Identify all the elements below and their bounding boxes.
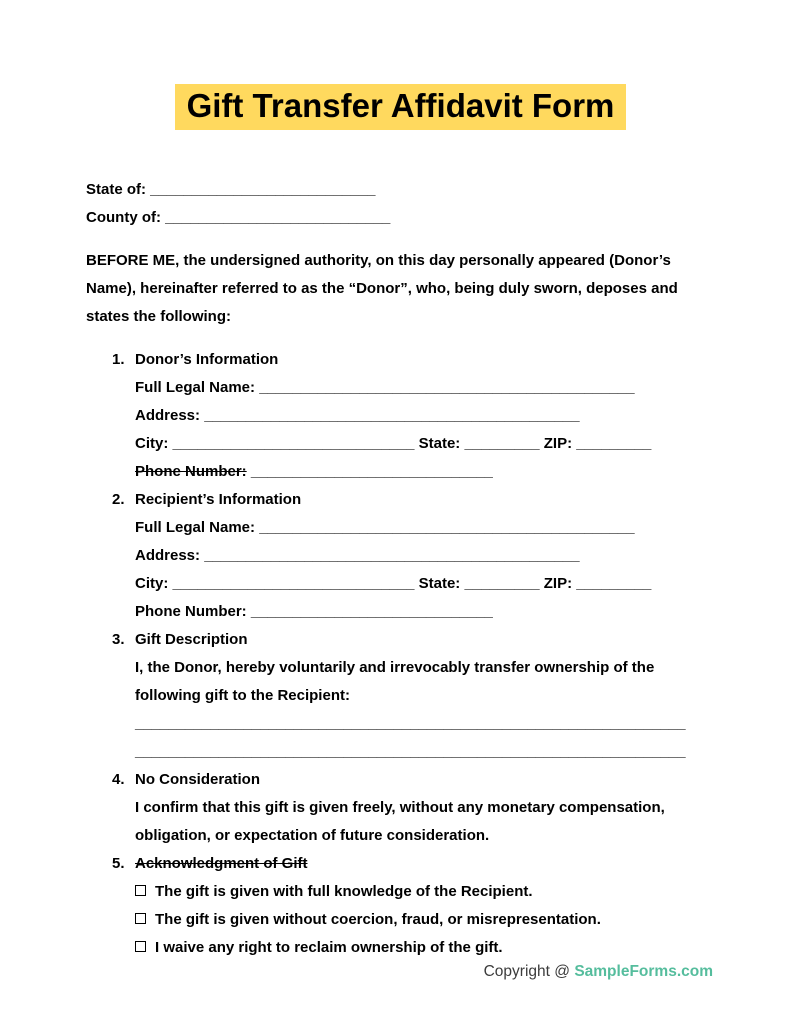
title-row [86, 0, 715, 130]
checklist-item-label: The gift is given without coercion, fraud, or misrepresentation. [155, 911, 601, 928]
section-number: 3. [112, 631, 125, 648]
state-blank: _________ [464, 435, 540, 452]
brand-link[interactable]: SampleForms.com [574, 963, 713, 980]
section-heading-row [112, 486, 715, 514]
city-label: City: [135, 575, 169, 592]
header-fields [86, 176, 715, 232]
donor-address-line [135, 402, 715, 430]
section-recipient-information [112, 486, 715, 626]
no-consideration-text: I confirm that this gift is given freely, without any monetary compensation, obligation, or expectation of future consideration. [135, 799, 665, 844]
section-heading: Donor’s Information [135, 351, 279, 368]
section-body [112, 794, 715, 850]
full-legal-name-blank: _____________________________________________ [259, 519, 635, 536]
section-heading: Recipient’s Information [135, 491, 302, 508]
section-heading: Gift Description [135, 631, 248, 648]
checklist-item-label: I waive any right to reclaim ownership of the gift. [155, 939, 503, 956]
section-acknowledgment-of-gift [112, 850, 715, 962]
address-label: Address: [135, 407, 201, 424]
phone-number-blank: _____________________________ [250, 463, 493, 480]
section-heading-row [112, 766, 715, 794]
section-checklist [112, 878, 715, 962]
checkbox-icon [135, 913, 146, 924]
city-blank: _____________________________ [172, 435, 415, 452]
section-no-consideration [112, 766, 715, 850]
gift-blank-line: __________________________________________________________________ [135, 743, 686, 760]
gift-description-text: I, the Donor, hereby voluntarily and irrevocably transfer ownership of the following gift to the Recipient: [135, 659, 655, 704]
checkbox-icon [135, 941, 146, 952]
address-blank: _____________________________________________ [204, 547, 580, 564]
donor-city-state-zip-line [135, 430, 715, 458]
county-of-line [86, 204, 715, 232]
section-heading-row [112, 850, 715, 878]
footer [484, 963, 713, 981]
state-of-label: State of: [86, 181, 146, 198]
gift-blank-line: __________________________________________________________________ [135, 715, 686, 732]
state-of-blank: ___________________________ [150, 181, 376, 198]
section-number: 5. [112, 855, 125, 872]
section-heading-row [112, 626, 715, 654]
section-donor-information [112, 346, 715, 486]
section-number: 1. [112, 351, 125, 368]
section-gift-description [112, 626, 715, 766]
numbered-list [112, 346, 715, 962]
intro-paragraph: BEFORE ME, the undersigned authority, on this day personally appeared (Donor’s Name), hereinafter referred to as the “Donor”, who, being duly sworn, deposes and states the following: [86, 252, 678, 325]
checkbox-icon [135, 885, 146, 896]
address-blank: _____________________________________________ [204, 407, 580, 424]
section-heading: Acknowledgment of Gift [135, 855, 308, 872]
section-heading-row [112, 346, 715, 374]
recipient-address-line [135, 542, 715, 570]
address-label: Address: [135, 547, 201, 564]
section-number: 4. [112, 771, 125, 788]
full-legal-name-label: Full Legal Name: [135, 379, 256, 396]
phone-number-label: Phone Number: [135, 463, 247, 480]
zip-label: ZIP: [543, 575, 573, 592]
city-label: City: [135, 435, 169, 452]
zip-blank: _________ [576, 435, 652, 452]
recipient-city-state-zip-line [135, 570, 715, 598]
section-heading: No Consideration [135, 771, 261, 788]
county-of-label: County of: [86, 209, 161, 226]
checklist-item [135, 906, 715, 934]
donor-phone-number-line [135, 458, 715, 486]
state-blank: _________ [464, 575, 540, 592]
city-blank: _____________________________ [172, 575, 415, 592]
section-number: 2. [112, 491, 125, 508]
state-of-line [86, 176, 715, 204]
checklist-item [135, 878, 715, 906]
state-label: State: [418, 575, 461, 592]
zip-blank: _________ [576, 575, 652, 592]
page-title: Gift Transfer Affidavit Form [175, 84, 627, 130]
phone-number-label: Phone Number: [135, 603, 247, 620]
checklist-item-label: The gift is given with full knowledge of the Recipient. [155, 883, 533, 900]
section-fields [112, 514, 715, 626]
copyright-text: Copyright @ [483, 963, 570, 980]
checklist-item [135, 934, 715, 962]
section-fields [112, 374, 715, 486]
state-label: State: [418, 435, 461, 452]
donor-full-legal-name-line [135, 374, 715, 402]
full-legal-name-blank: _____________________________________________ [259, 379, 635, 396]
recipient-phone-number-line [135, 598, 715, 626]
full-legal-name-label: Full Legal Name: [135, 519, 256, 536]
county-of-blank: ___________________________ [165, 209, 391, 226]
section-body [112, 654, 715, 766]
recipient-full-legal-name-line [135, 514, 715, 542]
zip-label: ZIP: [543, 435, 573, 452]
phone-number-blank: _____________________________ [250, 603, 493, 620]
